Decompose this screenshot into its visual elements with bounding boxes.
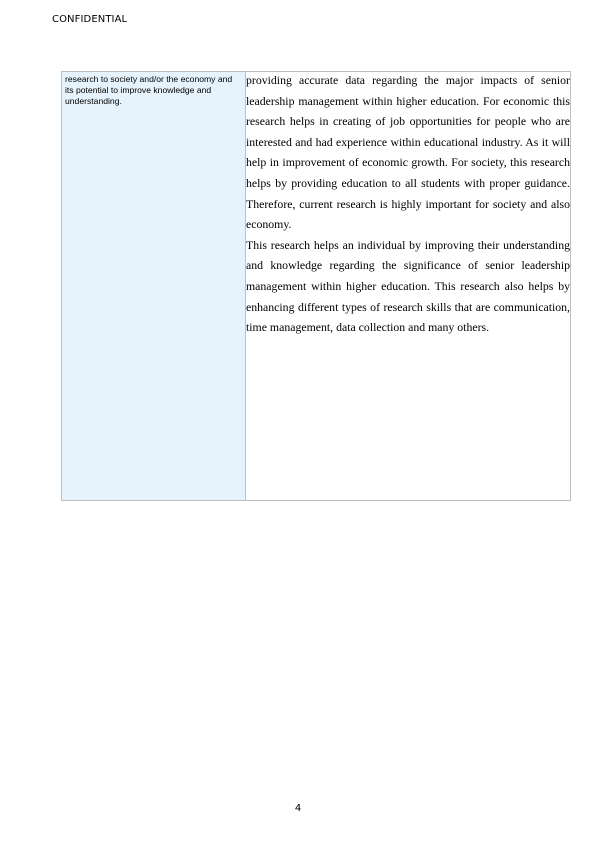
content-table [61,71,571,501]
response-paragraph: This research helps an individual by improving their understanding and knowledge regarding the significance of senior leadership management within higher education. This research also helps by enhancing different types of research skills that are communication, time management, data collection and many others. [246,237,570,335]
response-paragraph: providing accurate data regarding the major impacts of senior leadership management within higher education. For economic this research helps in creating of job opportunities for people who are interested and had experience within educational industry. As it will help in improvement of economic growth. For society, this research helps by providing education to all students with proper guidance. Therefore, current research is highly important for society and also economy. [246,73,570,232]
confidential-header: CONFIDENTIAL [52,14,128,25]
table-cell-criteria: research to society and/or the economy and its potential to improve knowledge and understanding. [62,72,246,500]
page-number: 4 [294,803,302,814]
table-cell-response [246,70,570,500]
